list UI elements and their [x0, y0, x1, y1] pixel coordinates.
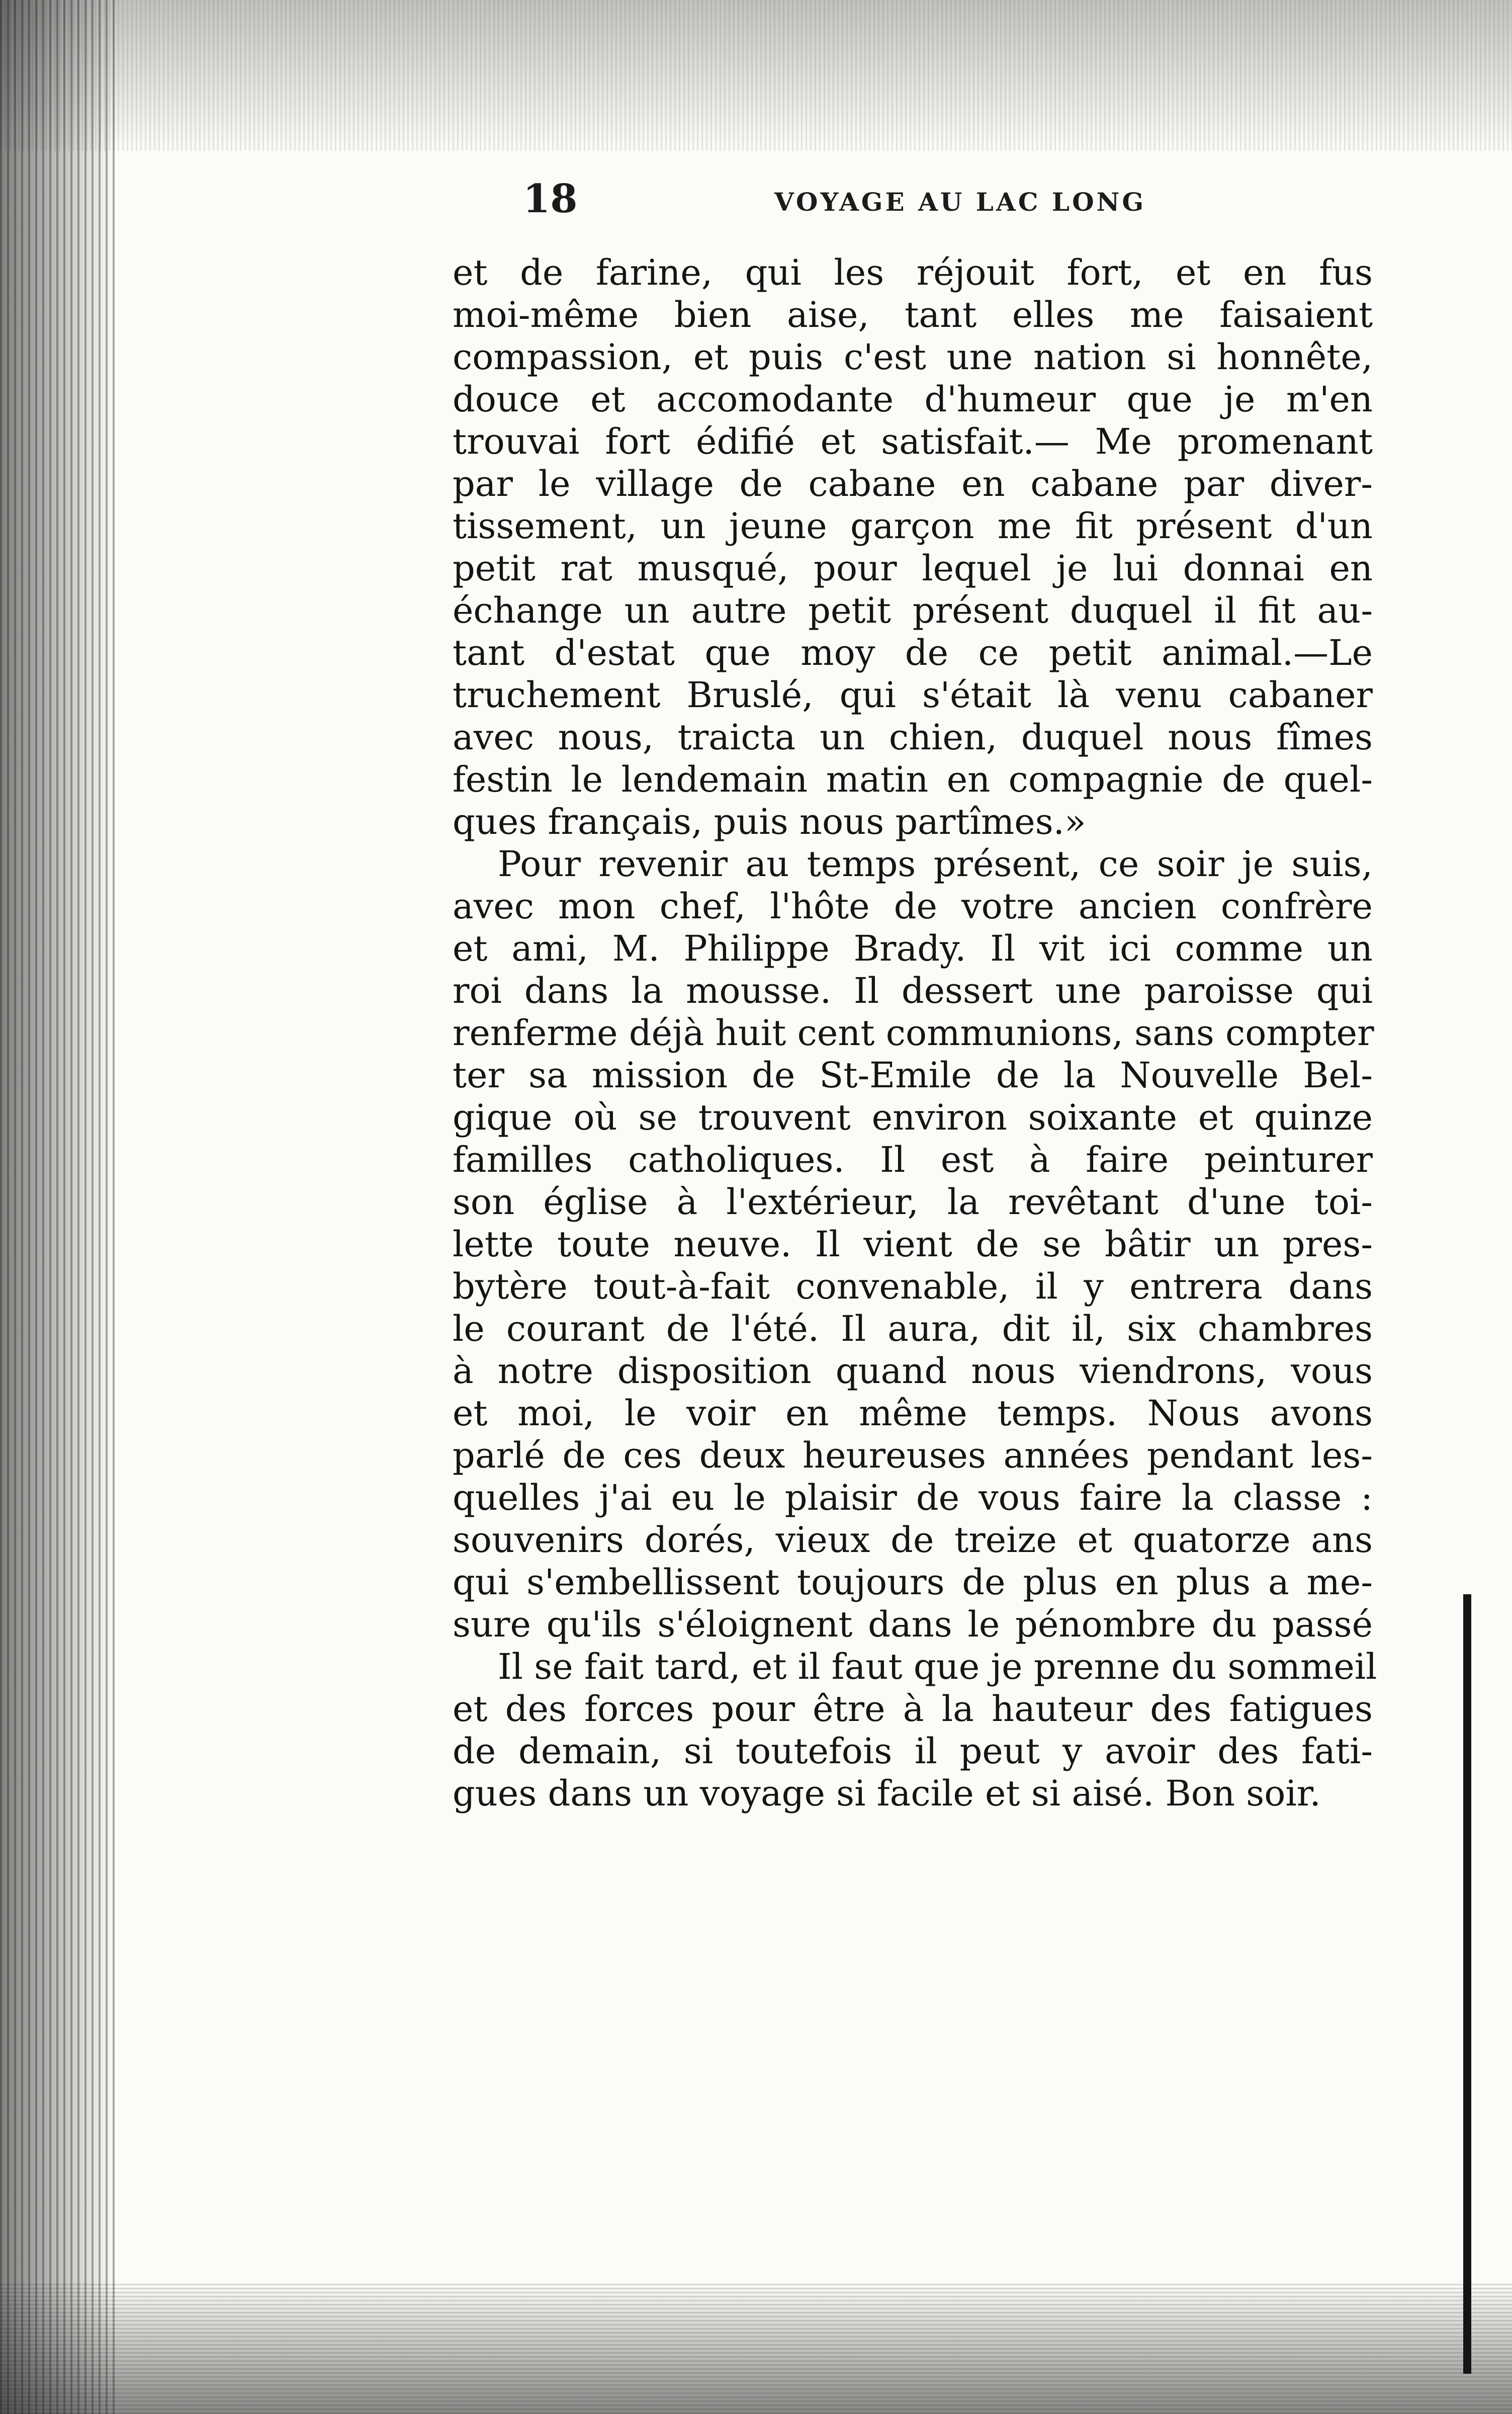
text-line: familles catholiques. Il est à faire peinturer [453, 1139, 1373, 1180]
text-line: qui s'embellissent toujours de plus en plus a me- [453, 1562, 1373, 1603]
text-line: et des forces pour être à la hauteur des fatigues [453, 1688, 1373, 1730]
text-line: ques français, puis nous partîmes.» [453, 801, 1086, 842]
text-line: douce et accomodante d'humeur que je m'en [453, 379, 1373, 420]
text-line: Il se fait tard, et il faut que je prenne du sommeil [498, 1646, 1377, 1687]
page-number: 18 [523, 176, 578, 222]
text-line: avec mon chef, l'hôte de votre ancien confrère [453, 886, 1373, 927]
text-line: et ami, M. Philippe Brady. Il vit ici comme un [453, 928, 1373, 969]
text-line: Pour revenir au temps présent, ce soir je suis, [498, 843, 1373, 885]
text-line: tant d'estat que moy de ce petit animal.—Le [453, 632, 1373, 673]
scan-edge-left [0, 0, 116, 2414]
text-line: bytère tout-à-fait convenable, il y entrera dans [453, 1266, 1373, 1307]
text-line: gique où se trouvent environ soixante et quinze [453, 1097, 1373, 1138]
running-head [523, 176, 1227, 236]
text-line: gues dans un voyage si facile et si aisé. Bon soir. [453, 1773, 1321, 1814]
text-line: truchement Bruslé, qui s'était là venu cabaner [453, 674, 1373, 716]
text-line: à notre disposition quand nous viendrons, vous [453, 1350, 1373, 1392]
text-line: le courant de l'été. Il aura, dit il, six chambres [453, 1308, 1373, 1349]
text-line: et moi, le voir en même temps. Nous avons [453, 1393, 1373, 1434]
text-line: trouvai fort édifié et satisfait.— Me promenant [453, 421, 1373, 462]
text-line: échange un autre petit présent duquel il fit au- [453, 590, 1373, 631]
text-line: avec nous, traicta un chien, duquel nous fîmes [453, 717, 1373, 758]
scan-edge-right-bar [1463, 1594, 1471, 2374]
text-line: sure qu'ils s'éloignent dans le pénombre du passé [453, 1604, 1373, 1645]
text-line: par le village de cabane en cabane par diver- [453, 463, 1373, 504]
text-line: ter sa mission de St-Emile de la Nouvelle Bel- [453, 1055, 1373, 1096]
running-title: VOYAGE AU LAC LONG [774, 187, 1146, 217]
text-line: roi dans la mousse. Il dessert une paroisse qui [453, 970, 1373, 1011]
text-line: et de farine, qui les réjouit fort, et en fus [453, 252, 1373, 293]
text-line: petit rat musqué, pour lequel je lui donnai en [453, 548, 1373, 589]
text-line: son église à l'extérieur, la revêtant d'une toi- [453, 1181, 1373, 1223]
text-line: festin le lendemain matin en compagnie de quel- [453, 759, 1373, 800]
text-line: renferme déjà huit cent communions, sans compter [453, 1012, 1374, 1054]
scan-edge-top [0, 0, 1512, 151]
text-line: de demain, si toutefois il peut y avoir des fati- [453, 1731, 1373, 1772]
scan-edge-bottom [0, 2283, 1512, 2414]
text-line: parlé de ces deux heureuses années pendant les- [453, 1435, 1373, 1476]
text-line: compassion, et puis c'est une nation si honnête, [453, 336, 1373, 378]
body-text [453, 251, 1377, 1815]
text-line: souvenirs dorés, vieux de treize et quatorze ans [453, 1519, 1373, 1561]
text-line: tissement, un jeune garçon me fit présent d'un [453, 505, 1373, 547]
text-line: moi-même bien aise, tant elles me faisaient [453, 294, 1373, 335]
text-line: lette toute neuve. Il vient de se bâtir un pres- [453, 1224, 1373, 1265]
text-line: quelles j'ai eu le plaisir de vous faire la classe : [453, 1477, 1373, 1518]
